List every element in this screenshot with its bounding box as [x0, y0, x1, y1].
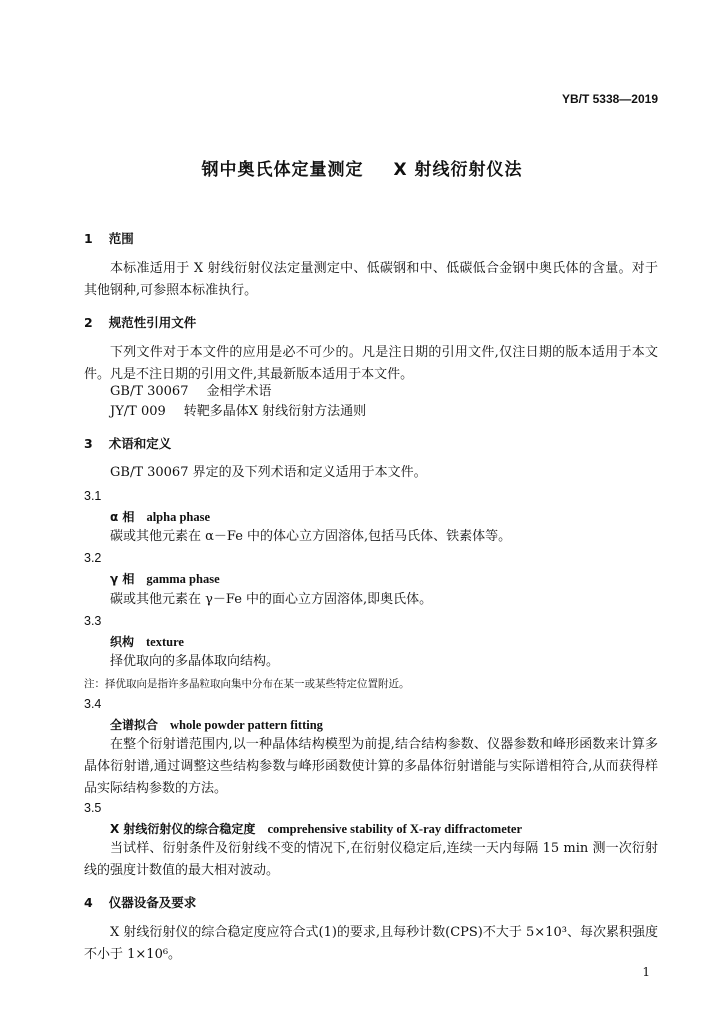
reference-item — [110, 401, 366, 423]
section-number: 3 — [84, 436, 93, 451]
term-name — [110, 716, 323, 733]
term-definition: 在整个衍射谱范围内,以一种晶体结构模型为前提,结合结构参数、仪器参数和峰形函数来计算多晶体衍射谱,通过调整这些结构参数与峰形函数使计算的多晶体衍射谱能与实际谱相符合,从而获得样品实际结构参数的方法。 — [84, 737, 658, 796]
term-name — [110, 820, 522, 837]
section-4-heading — [84, 893, 196, 911]
term-definition: 当试样、衍射条件及衍射线不变的情况下,在衍射仪稳定后,连续一天内每隔 15 min 测一次衍射线的强度计数值的最大相对波动。 — [84, 841, 658, 878]
term-en: texture — [146, 635, 184, 649]
reference-name: 转靶多晶体X 射线衍射方法通则 — [183, 404, 367, 419]
term-en: whole powder pattern fitting — [170, 718, 323, 732]
term-en: alpha phase — [146, 510, 211, 524]
term-note: 注：择优取向是指许多晶粒取向集中分布在某一或某些特定位置附近。 — [84, 678, 410, 690]
term-en: gamma phase — [146, 572, 220, 586]
term-number: 3.5 — [84, 801, 102, 815]
section-title: 规范性引用文件 — [108, 315, 197, 330]
section-2-heading — [84, 313, 196, 331]
term-name — [110, 633, 184, 650]
reference-code: JY/T 009 — [110, 404, 166, 419]
reference-code: GB/T 30067 — [110, 384, 189, 399]
reference-item — [110, 381, 272, 403]
term-cn: γ 相 — [110, 572, 135, 586]
section-4-text: X 射线衍射仪的综合稳定度应符合式(1)的要求,且每秒计数(CPS)不大于 5×10³、每次累积强度不小于 1×10⁶。 — [84, 925, 658, 962]
term-definition: 择优取向的多晶体取向结构。 — [110, 654, 280, 669]
term-definition: 碳或其他元素在 α－Fe 中的体心立方固溶体,包括马氏体、铁素体等。 — [110, 529, 512, 544]
term-number: 3.3 — [84, 614, 102, 628]
standard-number: YB/T 5338—2019 — [561, 92, 658, 106]
document-title — [0, 155, 724, 180]
section-title: 范围 — [108, 231, 134, 246]
page-number: 1 — [642, 965, 650, 979]
term-en: comprehensive stability of X-ray diffractometer — [267, 822, 522, 836]
section-title: 术语和定义 — [108, 436, 172, 451]
term-cn: 全谱拟合 — [110, 718, 159, 732]
section-number: 4 — [84, 895, 93, 910]
term-name — [110, 570, 220, 587]
section-number: 1 — [84, 231, 93, 246]
title-method: X 射线衍射仪法 — [393, 160, 523, 180]
section-1-text: 本标准适用于 X 射线衍射仪法定量测定中、低碳钢和中、低碳低合金钢中奥氏体的含量。对于其他钢种,可参照本标准执行。 — [84, 261, 658, 298]
section-title: 仪器设备及要求 — [108, 895, 197, 910]
title-cn: 钢中奥氏体定量测定 — [201, 160, 364, 180]
term-number: 3.4 — [84, 697, 102, 711]
term-number: 3.1 — [84, 489, 102, 503]
term-cn: X 射线衍射仪的综合稳定度 — [110, 822, 256, 836]
section-3-text: GB/T 30067 界定的及下列术语和定义适用于本文件。 — [110, 465, 427, 480]
term-name — [110, 508, 210, 525]
term-cn: α 相 — [110, 510, 135, 524]
section-1-heading — [84, 229, 134, 247]
term-definition: 碳或其他元素在 γ－Fe 中的面心立方固溶体,即奥氏体。 — [110, 592, 433, 607]
section-2-text: 下列文件对于本文件的应用是必不可少的。凡是注日期的引用文件,仅注日期的版本适用于本文件。凡是不注日期的引用文件,其最新版本适用于本文件。 — [84, 345, 658, 382]
section-number: 2 — [84, 315, 93, 330]
section-3-heading — [84, 434, 171, 452]
term-cn: 织构 — [110, 635, 135, 649]
term-number: 3.2 — [84, 551, 102, 565]
reference-name: 金相学术语 — [206, 384, 272, 399]
